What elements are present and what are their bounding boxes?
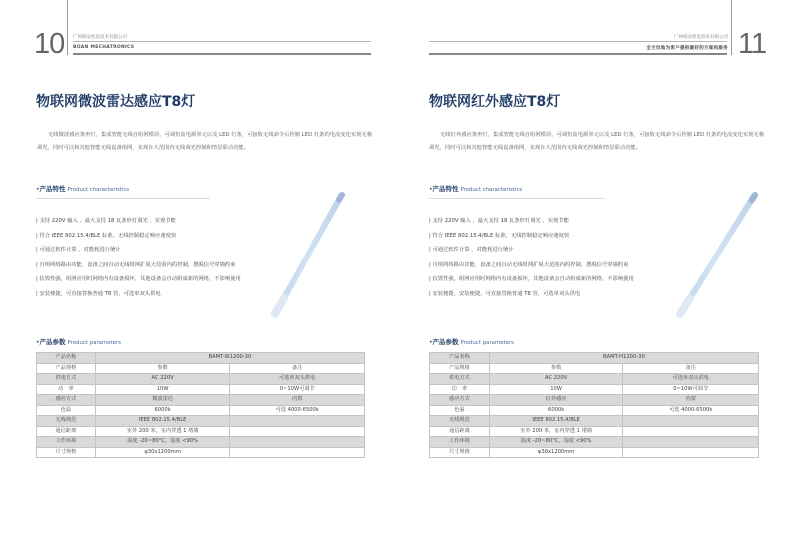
table-row — [37, 405, 365, 416]
product-title: 物联网微波雷达感应T8灯 — [36, 94, 196, 110]
table-cell: 色温 — [37, 405, 96, 416]
parameters-title-en: Product parameters — [460, 340, 514, 346]
table-cell: IEEE 802.15.4/BLE — [95, 416, 230, 427]
feature-item: | 自组网络路由功能，设备之间自动无线组网扩展大范围内的控制，摆脱信号穿墙约束 — [429, 261, 629, 268]
table-cell: 参数 — [489, 363, 623, 374]
table-cell: 供电方式 — [430, 374, 490, 385]
table-cell: 参数 — [95, 363, 230, 374]
table-cell: φ30x1200mm — [489, 447, 623, 458]
table-cell: 感应方式 — [37, 395, 96, 406]
table-cell: 无线规范 — [430, 416, 490, 427]
table-cell — [623, 416, 759, 427]
table-cell — [623, 447, 759, 458]
led-tube-image — [255, 190, 355, 325]
table-cell: 可选 4000-6500k — [230, 405, 365, 416]
table-cell: 6000k — [95, 405, 230, 416]
table-cell: 功 率 — [430, 384, 490, 395]
table-cell: 通信距离 — [37, 426, 96, 437]
header-divider — [67, 0, 68, 55]
table-cell: 备注 — [623, 363, 759, 374]
feature-item: | 符合 IEEE 802.15.4/BLE 标准，无线控制稳定响应速度快 — [429, 232, 570, 239]
table-row — [430, 447, 759, 458]
page-number: 11 — [738, 28, 767, 60]
table-cell: 无线规范 — [37, 416, 96, 427]
bullet-dot: • — [429, 339, 433, 346]
table-cell: BAMT-W1200-30 — [95, 353, 364, 364]
table-row — [430, 395, 759, 406]
table-cell: 产品名称 — [430, 353, 490, 364]
table-row — [37, 353, 365, 364]
characteristics-title-cn: 产品特性 — [39, 185, 66, 193]
header-rule-bold — [429, 53, 727, 55]
table-row — [430, 363, 759, 374]
table-row — [430, 374, 759, 385]
table-row — [430, 353, 759, 364]
parameters-table — [429, 352, 759, 458]
table-cell — [230, 416, 365, 427]
characteristics-heading — [429, 184, 522, 193]
table-row — [37, 395, 365, 406]
parameters-title-cn: 产品参数 — [39, 338, 66, 346]
table-row — [430, 405, 759, 416]
feature-item: | 安装便捷，安装便捷，可直接替换普通 T8 管，可选单双头供电 — [429, 290, 581, 297]
feature-item: | 抗毁性强，组网应用时网络内有设备损坏，其他设备会自动组成新的网络，不影响使用 — [429, 276, 634, 282]
table-cell: 备注 — [230, 363, 365, 374]
bullet-dot: • — [429, 186, 433, 193]
table-row — [37, 363, 365, 374]
right-page — [400, 0, 800, 546]
feature-item: | 支持 220V 输入 ，最大支持 18 瓦条形灯调光 ，实现节能 — [36, 218, 176, 224]
table-cell: 10W — [489, 384, 623, 395]
characteristics-title-cn: 产品特性 — [432, 185, 459, 193]
table-cell: 功 率 — [37, 384, 96, 395]
table-cell: 0~10W可调节 — [230, 384, 365, 395]
header-rule — [429, 41, 727, 42]
table-cell: 10W — [95, 384, 230, 395]
characteristics-title-en: Product characteristics — [460, 187, 523, 193]
page-number: 10 — [34, 28, 65, 60]
table-row — [430, 416, 759, 427]
table-cell — [230, 437, 365, 448]
table-row — [430, 426, 759, 437]
feature-item: | 可通过软件计算 ，对能耗进行统计 — [36, 247, 121, 253]
table-cell: 温度 -20~80°C，湿度 <90% — [489, 437, 623, 448]
product-intro: 无线红外感应条形灯，集成智能无线自组网模块、可调恒流电源单元以及 LED 灯条，可接收无线命令后控制 LED 灯条的电流变化实现无极调光，同时可以和其他智能无线设备组网，实现在大范围内无线调光控制和情景联动功能。 — [429, 132, 765, 151]
table-cell: 室外 200 米，室内穿透 1 堵墙 — [95, 426, 230, 437]
parameters-heading — [429, 337, 514, 346]
table-row — [37, 447, 365, 458]
table-cell — [230, 447, 365, 458]
company-name-cn: 广州柏安机电技术有限公司 — [73, 35, 127, 40]
led-tube-image — [660, 190, 770, 325]
table-cell: 产品规格 — [430, 363, 490, 374]
feature-item: | 抗毁性强，组网应用时网络内有设备损坏，其他设备会自动组成新的网络，不影响使用 — [36, 276, 241, 282]
table-cell: 0~10W可调节 — [623, 384, 759, 395]
product-title: 物联网红外感应T8灯 — [429, 94, 561, 110]
feature-item: | 支持 220V 输入 ，最大支持 18 瓦条形灯调光 ，实现节能 — [429, 218, 569, 224]
table-cell: 感应方式 — [430, 395, 490, 406]
table-cell: 工作环境 — [37, 437, 96, 448]
table-cell: 供电方式 — [37, 374, 96, 385]
table-row — [37, 437, 365, 448]
feature-item: | 安装便捷，可直接替换普通 T8 管，可选单双头供电 — [36, 290, 161, 297]
table-cell: 可选单双头供电 — [623, 374, 759, 385]
table-cell — [623, 437, 759, 448]
characteristics-title-en: Product characteristics — [67, 187, 130, 193]
table-cell: 红外感应 — [489, 395, 623, 406]
feature-item: | 可通过软件计算 ，对能耗进行统计 — [429, 247, 514, 253]
product-intro: 无线微波感应条形灯，集成智能无线自组网模块、可调恒流电源单元以及 LED 灯条，可接收无线命令后控制 LED 灯条的电流变化实现无极调光，同时可以和其他智能无线设备组网，实现在大范围内无线调光控制和情景联动功能。 — [37, 132, 373, 151]
table-cell: 工作环境 — [430, 437, 490, 448]
table-cell: φ30x1200mm — [95, 447, 230, 458]
table-cell: 产品规格 — [37, 363, 96, 374]
table-cell: 可选 4000-6500k — [623, 405, 759, 416]
table-cell: 通信距离 — [430, 426, 490, 437]
table-cell — [230, 426, 365, 437]
table-cell: 温度 -20~80°C，湿度 <90% — [95, 437, 230, 448]
table-cell: 产品名称 — [37, 353, 96, 364]
parameters-title-en: Product parameters — [67, 340, 121, 346]
header-rule — [73, 41, 371, 42]
parameters-table — [36, 352, 365, 458]
table-cell: 尺寸规格 — [430, 447, 490, 458]
table-row — [37, 384, 365, 395]
table-cell: 微波雷达 — [95, 395, 230, 406]
header-rule-bold — [73, 53, 371, 55]
parameters-heading — [36, 337, 121, 346]
feature-item: | 自组网络路由功能，设备之间自动无线组网扩展大范围内的控制，摆脱信号穿墙约束 — [36, 261, 236, 268]
table-cell: 6000k — [489, 405, 623, 416]
company-name-en: BOAN MECHATRONICS — [73, 45, 135, 50]
table-cell: 室外 200 米，室内穿透 1 堵墙 — [489, 426, 623, 437]
table-cell: 色温 — [430, 405, 490, 416]
table-row — [37, 416, 365, 427]
header-divider — [731, 0, 732, 55]
table-cell: 可选单双头供电 — [230, 374, 365, 385]
table-cell: 内置 — [623, 395, 759, 406]
characteristics-heading — [36, 184, 129, 193]
table-cell: 尺寸规格 — [37, 447, 96, 458]
company-name-cn: 广州柏安机电技术有限公司 — [674, 35, 728, 40]
company-slogan: 全方位地为客户提供最好的方案和服务 — [646, 46, 728, 51]
table-cell — [623, 426, 759, 437]
section-divider — [429, 198, 605, 199]
table-cell: AC 220V — [489, 374, 623, 385]
table-row — [37, 426, 365, 437]
bullet-dot: • — [36, 339, 40, 346]
bullet-dot: • — [36, 186, 40, 193]
table-cell: IEEE 802.15.4/BLE — [489, 416, 623, 427]
section-divider — [36, 198, 210, 199]
table-cell: 内置 — [230, 395, 365, 406]
table-row — [430, 437, 759, 448]
table-row — [37, 374, 365, 385]
parameters-title-cn: 产品参数 — [432, 338, 459, 346]
feature-item: | 符合 IEEE 802.15.4/BLE 标准，无线控制稳定响应速度快 — [36, 232, 177, 239]
table-cell: AC 220V — [95, 374, 230, 385]
table-row — [430, 384, 759, 395]
table-cell: BAMT-H1200-30 — [489, 353, 758, 364]
